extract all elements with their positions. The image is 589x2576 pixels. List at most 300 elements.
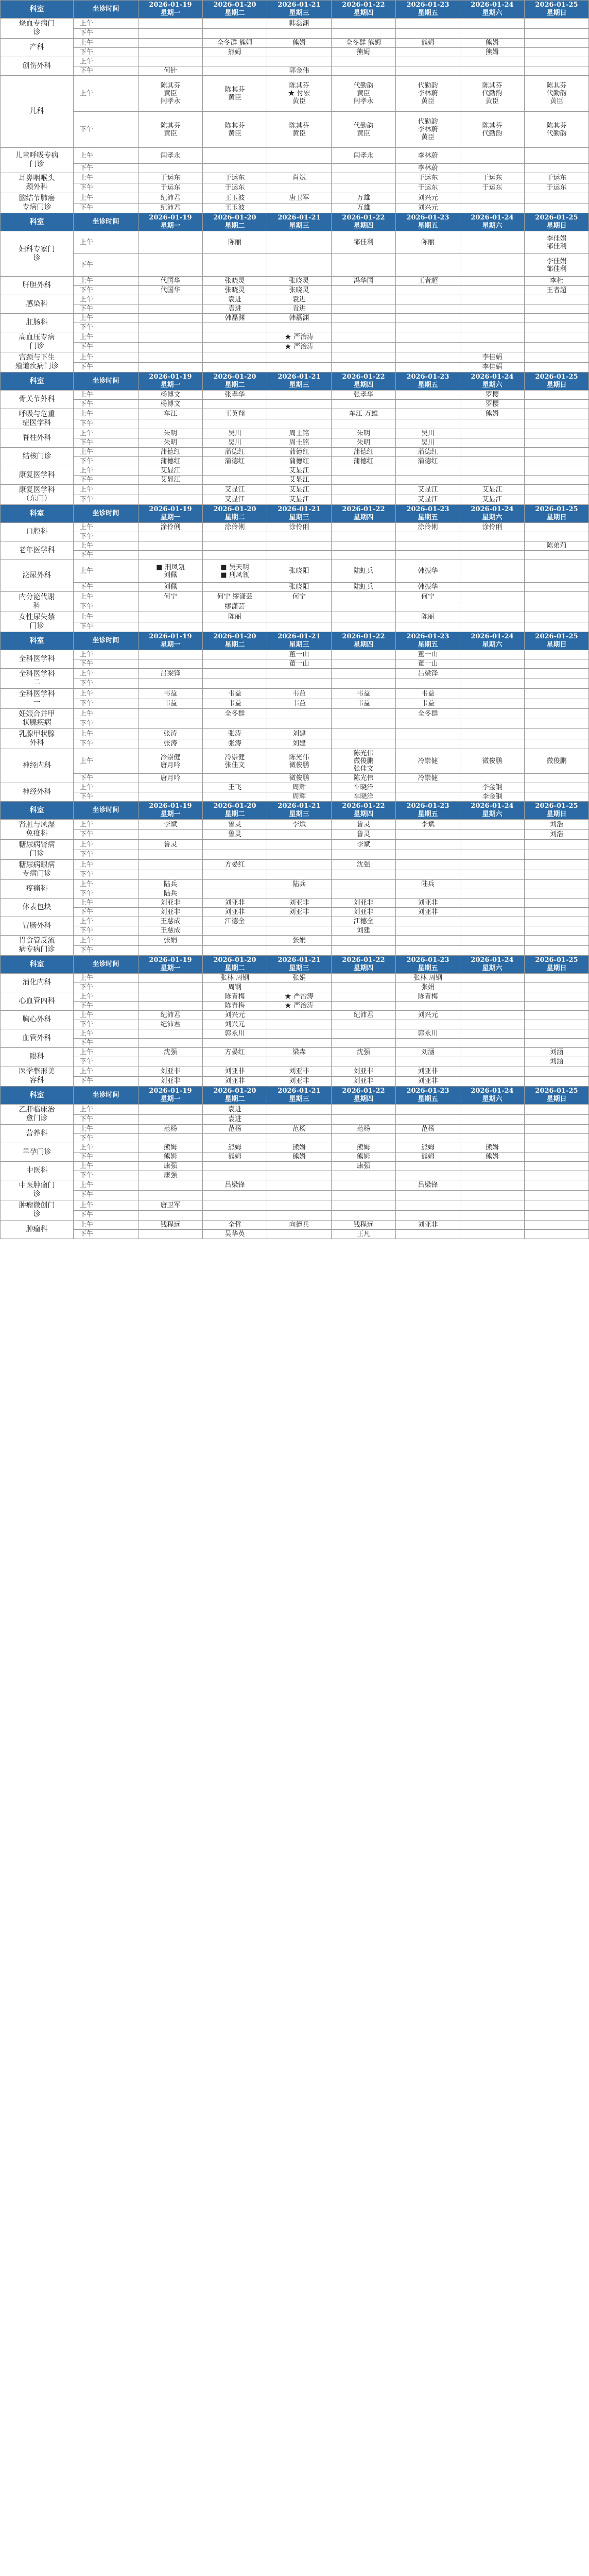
schedule-cell: 刘亚非	[332, 899, 396, 908]
doctor-name: 黄臣	[421, 97, 435, 105]
period-am: 上午	[74, 860, 138, 870]
dept-name	[1, 409, 74, 429]
schedule-row	[1, 936, 589, 946]
doctor-name: 女性尿失禁	[19, 613, 55, 621]
header-period: 坐诊时间	[74, 1, 138, 19]
schedule-cell	[460, 926, 525, 936]
schedule-cell	[460, 1002, 525, 1011]
doctor-name: ■ 刑凤瓴	[220, 571, 249, 579]
schedule-cell	[460, 112, 525, 148]
schedule-cell	[267, 1171, 332, 1180]
schedule-row	[1, 669, 589, 679]
schedule-cell	[525, 1002, 589, 1011]
period-am: 上午	[74, 709, 138, 719]
doctor-name: 张佳文	[224, 761, 245, 769]
schedule-cell: 李金钢	[460, 783, 525, 792]
section-header-row	[1, 956, 589, 974]
schedule-cell	[460, 295, 525, 304]
doctor-name: 邹佳利	[546, 242, 567, 250]
schedule-cell: 涂伶俐	[267, 523, 332, 532]
schedule-cell	[203, 1210, 267, 1221]
schedule-cell: 艾显江	[267, 495, 332, 505]
schedule-cell: 涂伶俐	[396, 523, 460, 532]
period-pm: 下午	[74, 699, 138, 709]
schedule-row	[1, 983, 589, 992]
section-header-row	[1, 1087, 589, 1105]
schedule-cell: 陆兵	[396, 880, 460, 889]
doctor-name: 肛肠科	[26, 318, 48, 327]
schedule-cell	[525, 1190, 589, 1200]
period-am: 上午	[74, 523, 138, 532]
schedule-cell	[525, 719, 589, 729]
schedule-cell	[396, 304, 460, 314]
schedule-cell: 范杨	[396, 1125, 460, 1134]
dept-name	[1, 193, 74, 213]
dept-name	[1, 899, 74, 917]
schedule-row	[1, 1011, 589, 1020]
period-pm: 下午	[74, 622, 138, 632]
schedule-cell	[396, 48, 460, 57]
header-date: 2026-01-20	[213, 633, 256, 640]
doctor-name: 代勤韵	[546, 90, 567, 97]
schedule-cell	[460, 936, 525, 946]
schedule-cell	[525, 936, 589, 946]
schedule-cell: 吴华英	[203, 1230, 267, 1239]
dept-name	[1, 314, 74, 332]
schedule-cell: 朱明	[138, 438, 203, 448]
header-day	[203, 1087, 267, 1105]
period-am: 上午	[74, 560, 138, 583]
schedule-cell	[203, 541, 267, 551]
schedule-cell: 王慈成	[138, 917, 203, 926]
schedule-row	[1, 323, 589, 332]
schedule-cell	[525, 560, 589, 583]
header-day	[332, 1087, 396, 1105]
header-weekday: 星期四	[353, 381, 374, 389]
schedule-cell	[332, 974, 396, 983]
schedule-cell	[138, 709, 203, 719]
header-period: 坐诊时间	[74, 1087, 138, 1105]
schedule-cell: 全冬群 熊姆	[332, 39, 396, 48]
header-date: 2026-01-22	[342, 505, 385, 513]
period-am: 上午	[74, 193, 138, 204]
period-pm: 下午	[74, 495, 138, 505]
doctor-name: 肾脏与风湿	[19, 821, 55, 829]
header-weekday: 星期二	[224, 9, 245, 17]
doctor-name: 血管外科	[22, 1034, 51, 1042]
schedule-cell: 钱程远	[332, 1221, 396, 1230]
schedule-cell: 李金钢	[460, 792, 525, 802]
period-am: 上午	[74, 314, 138, 323]
schedule-cell	[267, 231, 332, 254]
schedule-cell: 艾显江	[203, 495, 267, 505]
schedule-row	[1, 362, 589, 372]
schedule-cell: 熊姆	[460, 1143, 525, 1153]
doctor-name: 口腔科	[26, 528, 48, 536]
header-day	[460, 213, 525, 231]
period-pm: 下午	[74, 400, 138, 409]
schedule-cell	[525, 193, 589, 204]
schedule-cell	[396, 476, 460, 485]
schedule-cell	[396, 1134, 460, 1143]
header-period: 坐诊时间	[74, 213, 138, 231]
period-am: 上午	[74, 592, 138, 602]
dept-name	[1, 974, 74, 992]
header-day	[203, 505, 267, 523]
schedule-cell: 冷崇健	[396, 774, 460, 783]
schedule-cell	[460, 945, 525, 956]
header-day	[460, 372, 525, 391]
doctor-name: 耳鼻咽喉头	[19, 174, 55, 182]
header-date: 2026-01-22	[342, 1, 385, 9]
schedule-row	[1, 1066, 589, 1077]
schedule-cell	[138, 860, 203, 870]
schedule-cell	[332, 612, 396, 622]
schedule-cell	[332, 66, 396, 76]
schedule-cell	[396, 840, 460, 850]
schedule-cell	[525, 314, 589, 323]
schedule-cell	[525, 485, 589, 495]
schedule-row	[1, 254, 589, 277]
schedule-cell	[332, 76, 396, 112]
header-date: 2026-01-21	[278, 1087, 321, 1095]
schedule-cell	[460, 983, 525, 992]
period-am: 上午	[74, 974, 138, 983]
period-am: 上午	[74, 820, 138, 830]
schedule-cell: 郭金伟	[267, 66, 332, 76]
period-am: 上午	[74, 880, 138, 889]
schedule-cell	[332, 709, 396, 719]
schedule-cell: 刘涵	[525, 1048, 589, 1057]
schedule-cell	[138, 551, 203, 560]
schedule-cell	[332, 679, 396, 689]
doctor-name: 黄臣	[356, 90, 370, 97]
header-period: 坐诊时间	[74, 956, 138, 974]
doctor-name: 乙肝临床治	[19, 1106, 55, 1114]
schedule-cell	[267, 551, 332, 560]
header-day	[525, 505, 589, 523]
header-date: 2026-01-21	[278, 802, 321, 810]
schedule-cell: 涂伶俐	[138, 523, 203, 532]
period-pm: 下午	[74, 1210, 138, 1221]
doctor-name: 外科	[29, 739, 44, 747]
header-weekday: 星期六	[482, 9, 503, 17]
header-weekday: 星期五	[418, 1095, 438, 1103]
schedule-cell	[525, 551, 589, 560]
schedule-row	[1, 592, 589, 602]
schedule-cell	[267, 602, 332, 612]
header-day	[203, 372, 267, 391]
schedule-cell	[525, 419, 589, 429]
schedule-cell: 艾显江	[267, 485, 332, 495]
schedule-cell: 陈青梅	[203, 1002, 267, 1011]
schedule-cell: 韦益	[267, 689, 332, 699]
schedule-cell	[332, 602, 396, 612]
schedule-cell	[267, 419, 332, 429]
schedule-cell: 张娟	[138, 936, 203, 946]
schedule-row	[1, 992, 589, 1002]
schedule-cell	[525, 438, 589, 448]
schedule-cell	[396, 1002, 460, 1011]
header-day	[267, 802, 332, 820]
schedule-cell	[525, 164, 589, 173]
schedule-cell: 熊姆	[203, 48, 267, 57]
schedule-cell: 何宁	[267, 592, 332, 602]
schedule-cell	[203, 19, 267, 29]
schedule-row	[1, 19, 589, 29]
header-weekday: 星期二	[224, 514, 245, 521]
doctor-name: 邹佳利	[546, 265, 567, 273]
schedule-cell	[460, 277, 525, 286]
schedule-cell	[332, 1020, 396, 1029]
schedule-cell	[396, 1020, 460, 1029]
schedule-cell	[203, 774, 267, 783]
period-pm: 下午	[74, 342, 138, 352]
header-day	[138, 632, 203, 650]
schedule-row	[1, 1057, 589, 1066]
doctor-name: 泌尿外科	[22, 571, 51, 580]
period-am: 上午	[74, 19, 138, 29]
schedule-cell: 蒲德红	[332, 448, 396, 457]
schedule-cell	[460, 650, 525, 659]
schedule-cell: 刘浩	[525, 829, 589, 840]
schedule-cell	[525, 699, 589, 709]
schedule-cell	[525, 332, 589, 343]
schedule-cell	[332, 183, 396, 193]
dept-name	[1, 860, 74, 880]
doctor-name: 李佳娟	[546, 257, 567, 265]
schedule-cell: 吴川	[203, 438, 267, 448]
schedule-cell	[525, 362, 589, 372]
header-weekday: 星期日	[546, 381, 567, 389]
doctor-name: 病专病门诊	[19, 945, 55, 954]
schedule-row	[1, 66, 589, 76]
schedule-cell	[460, 689, 525, 699]
dept-name	[1, 57, 74, 76]
schedule-cell: 熊姆	[267, 1143, 332, 1153]
schedule-cell	[525, 19, 589, 29]
schedule-cell	[460, 1190, 525, 1200]
period-pm: 下午	[74, 889, 138, 899]
schedule-cell: 艾显江	[203, 485, 267, 495]
schedule-cell	[332, 945, 396, 956]
period-pm: 下午	[74, 1114, 138, 1125]
schedule-cell	[460, 532, 525, 541]
schedule-cell: 韦益	[203, 689, 267, 699]
schedule-cell	[460, 889, 525, 899]
schedule-cell	[332, 1105, 396, 1115]
schedule-cell: 袁进	[203, 304, 267, 314]
schedule-cell	[267, 203, 332, 213]
period-pm: 下午	[74, 438, 138, 448]
schedule-row	[1, 774, 589, 783]
schedule-cell	[267, 850, 332, 860]
dept-name	[1, 1143, 74, 1162]
doctor-name: 胸心外科	[22, 1015, 51, 1024]
schedule-row	[1, 203, 589, 213]
schedule-cell	[396, 295, 460, 304]
schedule-cell	[396, 57, 460, 66]
schedule-cell	[525, 323, 589, 332]
header-weekday: 星期四	[353, 222, 374, 230]
schedule-cell	[267, 1230, 332, 1239]
schedule-cell: 郭永川	[203, 1029, 267, 1039]
schedule-cell: 罗樱	[460, 400, 525, 409]
schedule-cell	[396, 926, 460, 936]
period-am: 上午	[74, 57, 138, 66]
period-am: 上午	[74, 391, 138, 400]
schedule-cell	[332, 650, 396, 659]
section-header-row	[1, 1, 589, 19]
schedule-row	[1, 541, 589, 551]
header-date: 2026-01-21	[278, 373, 321, 381]
schedule-row	[1, 889, 589, 899]
header-day	[460, 505, 525, 523]
schedule-cell	[267, 1029, 332, 1039]
header-date: 2026-01-20	[213, 214, 256, 222]
header-weekday: 星期六	[482, 641, 503, 649]
schedule-cell: 王英翔	[203, 409, 267, 419]
doctor-name: 免疫科	[26, 829, 48, 838]
schedule-row	[1, 650, 589, 659]
schedule-cell	[525, 28, 589, 39]
schedule-cell	[332, 332, 396, 343]
period-pm: 下午	[74, 774, 138, 783]
period-am: 上午	[74, 1011, 138, 1020]
period-pm: 下午	[74, 926, 138, 936]
schedule-cell	[203, 936, 267, 946]
header-period: 坐诊时间	[74, 632, 138, 650]
header-date: 2026-01-24	[471, 505, 514, 513]
schedule-cell: 刘亚非	[138, 908, 203, 917]
header-dept: 科室	[1, 632, 74, 650]
header-date: 2026-01-21	[278, 956, 321, 964]
header-day	[203, 632, 267, 650]
schedule-cell	[525, 1180, 589, 1191]
schedule-cell: 范杨	[138, 1125, 203, 1134]
header-period: 坐诊时间	[74, 372, 138, 391]
header-date: 2026-01-22	[342, 633, 385, 640]
schedule-cell: 刘亚非	[396, 1076, 460, 1087]
schedule-cell: 韩磊渊	[267, 314, 332, 323]
schedule-cell	[138, 304, 203, 314]
schedule-cell	[460, 860, 525, 870]
schedule-cell	[396, 391, 460, 400]
header-dept: 科室	[1, 1, 74, 19]
period-pm: 下午	[74, 983, 138, 992]
period-pm: 下午	[74, 659, 138, 669]
header-date: 2026-01-20	[213, 802, 256, 810]
schedule-cell: 刘兴元	[203, 1011, 267, 1020]
header-date: 2026-01-19	[149, 633, 192, 640]
doctor-name: 脊柱外科	[22, 434, 51, 442]
schedule-row	[1, 729, 589, 739]
schedule-cell: 刘亚非	[267, 1066, 332, 1077]
schedule-cell	[332, 1210, 396, 1221]
schedule-cell	[525, 889, 589, 899]
schedule-cell	[525, 400, 589, 409]
section-header-row	[1, 632, 589, 650]
schedule-cell	[525, 612, 589, 622]
period-am: 上午	[74, 409, 138, 419]
header-weekday: 星期日	[546, 222, 567, 230]
schedule-row	[1, 899, 589, 908]
schedule-cell	[203, 66, 267, 76]
schedule-cell: 熊姆	[396, 1153, 460, 1162]
schedule-row	[1, 1105, 589, 1115]
schedule-row	[1, 679, 589, 689]
schedule-cell: 熊姆	[396, 1143, 460, 1153]
doctor-name: 烧血专病门	[19, 20, 55, 28]
schedule-cell: 杨博文	[138, 391, 203, 400]
schedule-cell	[203, 719, 267, 729]
schedule-cell: 周辉	[267, 783, 332, 792]
header-weekday: 星期三	[289, 222, 309, 230]
schedule-row	[1, 659, 589, 669]
schedule-cell: 康强	[138, 1162, 203, 1171]
schedule-cell: 陆虹兵	[332, 560, 396, 583]
period-pm: 下午	[74, 286, 138, 295]
schedule-cell	[460, 164, 525, 173]
header-day	[460, 1, 525, 19]
schedule-cell	[396, 870, 460, 880]
doctor-name: 结核门诊	[22, 452, 51, 461]
schedule-cell	[525, 495, 589, 505]
schedule-cell	[525, 602, 589, 612]
schedule-cell	[525, 1210, 589, 1221]
schedule-cell	[138, 19, 203, 29]
header-date: 2026-01-21	[278, 1, 321, 9]
header-date: 2026-01-19	[149, 1, 192, 9]
schedule-cell	[203, 323, 267, 332]
header-day	[525, 1, 589, 19]
doctor-name: 陈其芬	[224, 86, 245, 94]
schedule-cell: 于运东	[138, 183, 203, 193]
schedule-cell: 陆兵	[267, 880, 332, 889]
schedule-cell	[525, 1162, 589, 1171]
schedule-cell	[267, 400, 332, 409]
schedule-cell: 蒲德红	[332, 457, 396, 466]
schedule-row	[1, 523, 589, 532]
section-header-row	[1, 802, 589, 820]
schedule-cell: 张孝华	[332, 391, 396, 400]
header-period: 坐诊时间	[74, 505, 138, 523]
schedule-row	[1, 1020, 589, 1029]
schedule-cell: 陈光伟	[332, 774, 396, 783]
schedule-cell: 李林蔚	[396, 164, 460, 173]
schedule-cell	[460, 1039, 525, 1048]
header-date: 2026-01-25	[535, 956, 578, 964]
header-day	[396, 956, 460, 974]
schedule-cell	[332, 739, 396, 749]
schedule-row	[1, 1002, 589, 1011]
schedule-cell	[332, 362, 396, 372]
schedule-cell: 吴川	[396, 429, 460, 438]
schedule-cell	[396, 1230, 460, 1239]
dept-name	[1, 1048, 74, 1066]
dept-name	[1, 523, 74, 541]
schedule-row	[1, 1153, 589, 1162]
header-day	[396, 1087, 460, 1105]
period-am: 上午	[74, 295, 138, 304]
header-day	[138, 1087, 203, 1105]
schedule-cell	[267, 889, 332, 899]
dept-name	[1, 231, 74, 277]
schedule-cell: 张林 周钢	[396, 974, 460, 983]
schedule-cell	[138, 659, 203, 669]
schedule-cell: 刘兴元	[203, 1020, 267, 1029]
period-pm: 下午	[74, 304, 138, 314]
